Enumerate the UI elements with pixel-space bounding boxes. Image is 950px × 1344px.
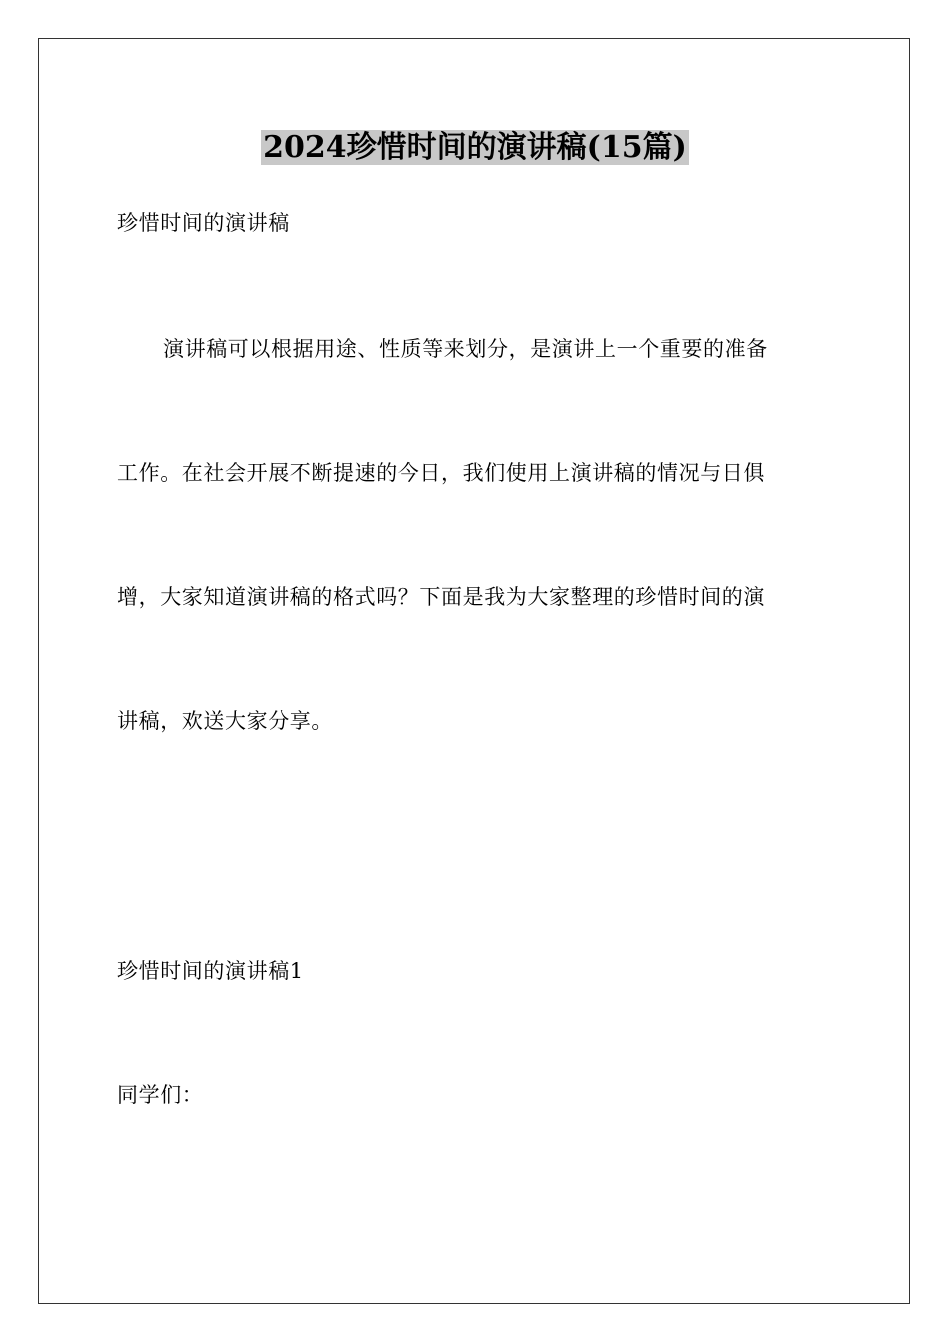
intro-line-1: 演讲稿可以根据用途、性质等来划分，是演讲上一个重要的准备 bbox=[163, 337, 768, 361]
intro-line-2: 工作。在社会开展不断提速的今日，我们使用上演讲稿的情况与日俱 bbox=[117, 461, 765, 485]
intro-line-3: 增，大家知道演讲稿的格式吗？下面是我为大家整理的珍惜时间的演 bbox=[117, 585, 765, 609]
document-title bbox=[0, 128, 950, 168]
document-title-text: 2024珍惜时间的演讲稿(15篇) bbox=[263, 130, 687, 165]
section-heading: 珍惜时间的演讲稿1 bbox=[117, 959, 304, 983]
greeting: 同学们： bbox=[117, 1083, 204, 1107]
document-subtitle: 珍惜时间的演讲稿 bbox=[117, 211, 290, 235]
intro-line-4: 讲稿，欢送大家分享。 bbox=[117, 709, 333, 733]
